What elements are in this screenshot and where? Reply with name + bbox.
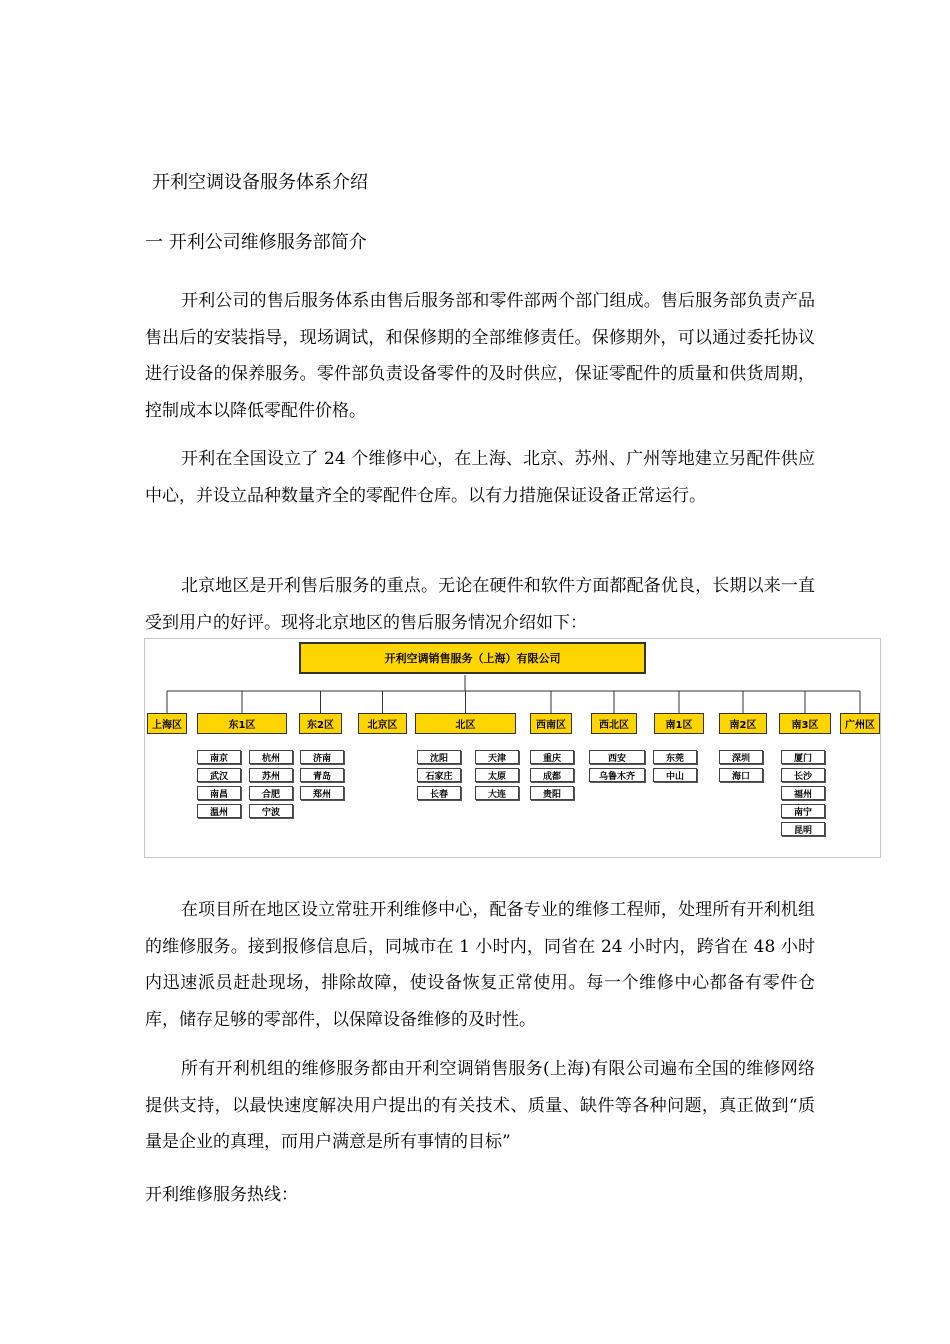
org-chart-city: 郑州 — [300, 786, 344, 800]
org-chart-city: 武汉 — [197, 768, 241, 782]
org-chart-city: 合肥 — [249, 786, 293, 800]
org-chart-city: 昆明 — [781, 822, 825, 836]
org-chart-root: 开利空调销售服务（上海）有限公司 — [299, 642, 646, 674]
org-chart-city: 南昌 — [197, 786, 241, 800]
org-chart-city: 乌鲁木齐 — [589, 768, 645, 782]
org-chart-region: 南1区 — [654, 713, 704, 734]
org-chart-city: 海口 — [719, 768, 763, 782]
org-chart-city: 厦门 — [781, 750, 825, 764]
org-chart-city: 东莞 — [653, 750, 697, 764]
org-chart-city: 青岛 — [300, 768, 344, 782]
paragraph-3: 北京地区是开利售后服务的重点。无论在硬件和软件方面都配备优良，长期以来一直受到用户的好评。现将北京地区的售后服务情况介绍如下： — [145, 576, 815, 633]
org-chart-city: 重庆 — [530, 750, 574, 764]
org-chart-region: 北区 — [415, 713, 516, 734]
org-chart-city: 福州 — [781, 786, 825, 800]
org-chart-city: 南京 — [197, 750, 241, 764]
org-chart-city: 中山 — [653, 768, 697, 782]
org-chart-city: 南宁 — [781, 804, 825, 818]
org-chart-city: 太原 — [475, 768, 519, 782]
org-chart-region: 东1区 — [197, 713, 287, 734]
section-heading: 一 开利公司维修服务部简介 — [145, 232, 367, 253]
org-chart-region: 西北区 — [591, 713, 637, 734]
org-chart-city: 大连 — [475, 786, 519, 800]
org-chart-region: 东2区 — [299, 713, 342, 734]
org-chart-city: 天津 — [475, 750, 519, 764]
paragraph-2: 开利在全国设立了 24 个维修中心，在上海、北京、苏州、广州等地建立另配件供应中心，并设立品种数量齐全的零配件仓库。以有力措施保证设备正常运行。 — [145, 449, 815, 506]
hotline-label: 开利维修服务热线： — [145, 1185, 298, 1205]
org-chart-region: 西南区 — [530, 713, 572, 734]
org-chart-city: 苏州 — [249, 768, 293, 782]
document-title: 开利空调设备服务体系介绍 — [152, 172, 368, 193]
paragraph-1: 开利公司的售后服务体系由售后服务部和零件部两个部门组成。售后服务部负责产品售出后的安装指导，现场调试，和保修期的全部维修责任。保修期外，可以通过委托协议进行设备的保养服务。零件部负责设备零件的及时供应，保证零配件的质量和供货周期，控制成本以降低零配件价格。 — [145, 291, 815, 421]
org-chart-region: 广州区 — [840, 713, 880, 734]
org-chart-region: 北京区 — [358, 713, 407, 734]
org-chart — [144, 638, 881, 858]
org-chart-city: 济南 — [300, 750, 344, 764]
org-chart-region: 南3区 — [779, 713, 831, 734]
org-chart-city: 温州 — [197, 804, 241, 818]
org-chart-city: 宁波 — [249, 804, 293, 818]
org-chart-city: 深圳 — [719, 750, 763, 764]
org-chart-city: 成都 — [530, 768, 574, 782]
org-chart-region: 南2区 — [719, 713, 767, 734]
org-chart-city: 长春 — [417, 786, 461, 800]
org-chart-city: 沈阳 — [417, 750, 461, 764]
org-chart-city: 杭州 — [249, 750, 293, 764]
org-chart-city: 西安 — [589, 750, 645, 764]
org-chart-city: 石家庄 — [417, 768, 461, 782]
paragraph-4: 在项目所在地区设立常驻开利维修中心，配备专业的维修工程师，处理所有开利机组的维修服务。接到报修信息后，同城市在 1 小时内，同省在 24 小时内，跨省在 48 小时内迅速派员赶赴现场，排除故障，使设备恢复正常使用。每一个维修中心都备有零件仓库，储存足够的零部件，以保障设备维修的及时性。 — [145, 900, 815, 1030]
paragraph-5: 所有开利机组的维修服务都由开利空调销售服务(上海)有限公司遍布全国的维修网络提供支持，以最快速度解决用户提出的有关技术、质量、缺件等各种问题，真正做到“质量是企业的真理，而用户满意是所有事情的目标” — [145, 1059, 815, 1152]
org-chart-region: 上海区 — [147, 713, 187, 734]
org-chart-city: 长沙 — [781, 768, 825, 782]
org-chart-city: 贵阳 — [530, 786, 574, 800]
